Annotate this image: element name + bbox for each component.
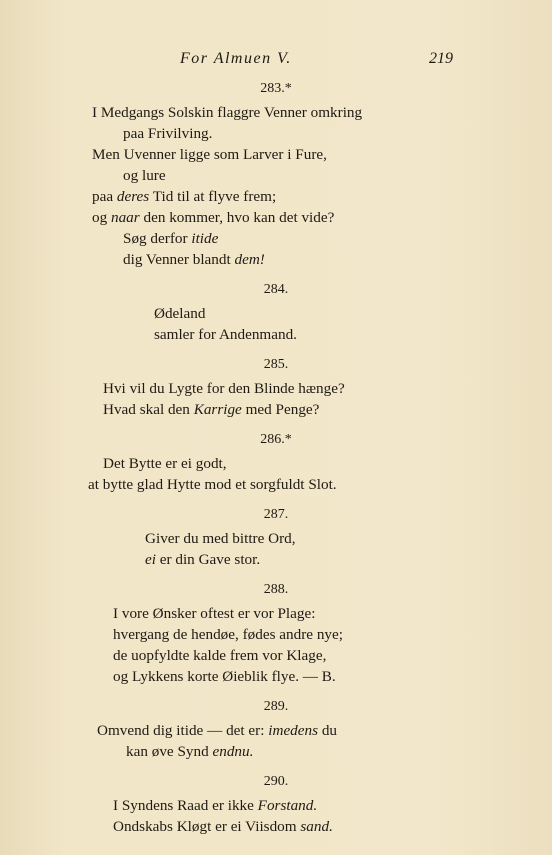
aphorism-number: 285. <box>263 357 289 372</box>
verse-line <box>0 324 552 345</box>
aphorism-number: 284. <box>263 282 289 297</box>
verse-line <box>0 624 552 645</box>
verse-line <box>0 549 552 570</box>
aphorism-number: 287. <box>263 507 289 522</box>
aphorism-5 <box>0 580 552 687</box>
text-segment: og Lykkens korte Øieblik flye. — B. <box>113 668 336 685</box>
text-segment: samler for Andenmand. <box>154 326 297 343</box>
verse-line <box>0 399 552 420</box>
text-segment: og lure <box>123 167 166 184</box>
verse-line <box>0 474 552 495</box>
verse-line <box>0 123 552 144</box>
verse-line <box>0 249 552 270</box>
verse-line <box>0 303 552 324</box>
italic-text: itide <box>191 230 219 247</box>
text-segment: og <box>92 209 111 226</box>
verse-line <box>0 186 552 207</box>
verse-line <box>0 795 552 816</box>
text-segment: Ødeland <box>154 305 206 322</box>
verse-line <box>0 645 552 666</box>
text-segment: dig Venner blandt <box>123 251 235 268</box>
aphorism-1 <box>0 280 552 345</box>
aphorism-7 <box>0 772 552 837</box>
text-segment: at bytte glad Hytte mod et sorgfuldt Slot. <box>88 476 337 493</box>
italic-text: Karrige <box>193 401 242 418</box>
verse-line <box>0 453 552 474</box>
aphorism-number: 290. <box>263 774 289 789</box>
verse-line <box>0 144 552 165</box>
text-segment: Men Uvenner ligge som Larver i Fure, <box>92 146 327 163</box>
text-segment: Omvend dig itide — det er: <box>97 722 269 739</box>
verse-line <box>0 378 552 399</box>
text-segment: I vore Ønsker oftest er vor Plage: <box>113 605 316 622</box>
verse-line <box>0 228 552 249</box>
aphorism-2 <box>0 355 552 420</box>
italic-text: dem! <box>234 251 265 268</box>
text-segment: med Penge? <box>241 401 320 418</box>
text-segment: Søg derfor <box>123 230 192 247</box>
italic-text: ei <box>145 551 156 568</box>
italic-text: deres <box>116 188 150 205</box>
italic-text: naar <box>110 209 140 226</box>
text-segment: er din Gave stor. <box>155 551 261 568</box>
italic-text: sand. <box>300 818 333 835</box>
aphorism-number: 286.* <box>260 432 292 447</box>
text-segment: Hvi vil du Lygte for den Blinde hænge? <box>103 380 345 397</box>
page-header <box>0 50 552 72</box>
verse-line <box>0 720 552 741</box>
text-segment: de uopfyldte kalde frem vor Klage, <box>113 647 327 664</box>
verse-line <box>0 603 552 624</box>
verse-line <box>0 207 552 228</box>
verse-line <box>0 666 552 687</box>
text-segment: I Medgangs Solskin flaggre Venner omkring <box>92 104 363 121</box>
verse-line <box>0 816 552 837</box>
text-segment: Hvad skal den <box>103 401 194 418</box>
text-segment: hvergang de hendøe, fødes andre nye; <box>113 626 343 643</box>
aphorism-number: 288. <box>263 582 289 597</box>
aphorism-number: 289. <box>263 699 289 714</box>
italic-text: endnu. <box>212 743 254 760</box>
page-number: 219 <box>429 50 453 67</box>
aphorism-4 <box>0 505 552 570</box>
text-segment: Tid til at flyve frem; <box>149 188 277 205</box>
text-segment: du <box>318 722 338 739</box>
italic-text: Forstand. <box>257 797 318 814</box>
verse-line <box>0 165 552 186</box>
text-segment: Det Bytte er ei godt, <box>103 455 227 472</box>
text-segment: I Syndens Raad er ikke <box>113 797 258 814</box>
aphorism-3 <box>0 430 552 495</box>
verse-line <box>0 741 552 762</box>
aphorism-number: 283.* <box>260 81 292 96</box>
text-segment: paa Frivilving. <box>123 125 213 142</box>
verse-line <box>0 102 552 123</box>
italic-text: imedens <box>268 722 319 739</box>
aphorism-6 <box>0 697 552 762</box>
text-segment: paa <box>92 188 117 205</box>
text-segment: Giver du med bittre Ord, <box>145 530 296 547</box>
aphorism-0 <box>0 79 552 270</box>
page-content <box>0 79 552 837</box>
running-title: For Almuen V. <box>180 50 292 67</box>
text-segment: Ondskabs Kløgt er ei Viisdom <box>113 818 301 835</box>
verse-line <box>0 528 552 549</box>
text-segment: den kommer, hvo kan det vide? <box>139 209 335 226</box>
text-segment: kan øve Synd <box>126 743 213 760</box>
